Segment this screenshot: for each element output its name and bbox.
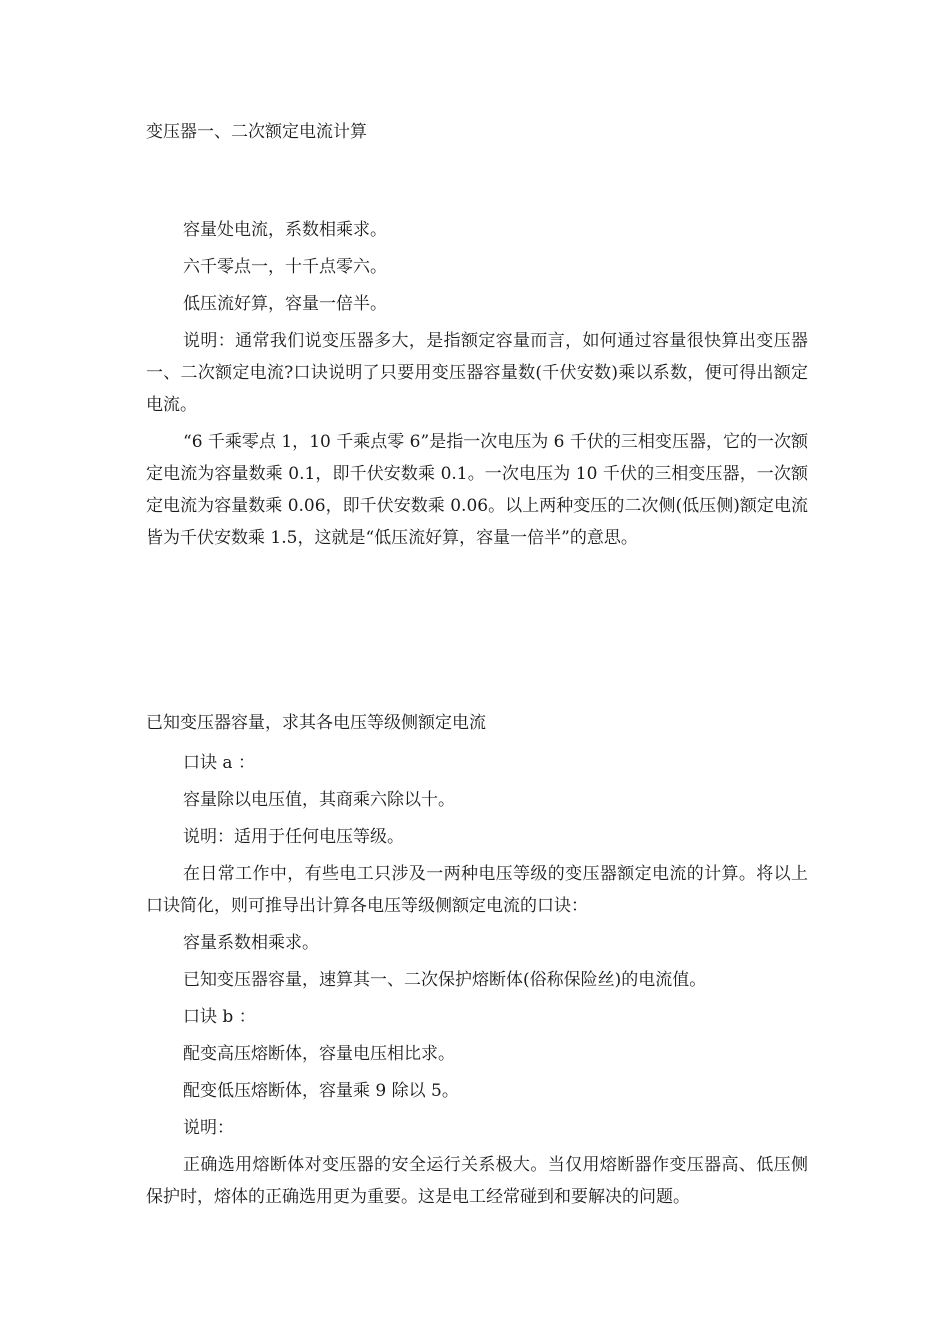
section-body-voltage-level-current xyxy=(146,747,808,1218)
paragraph: 说明：通常我们说变压器多大，是指额定容量而言，如何通过容量很快算出变压器一、二次额定电流?口诀说明了只要用变压器容量数(千伏安数)乘以系数，便可得出额定电流。 xyxy=(146,331,808,415)
section-body-rated-current xyxy=(146,214,808,559)
paragraph: 正确选用熔断体对变压器的安全运行关系极大。当仅用熔断器作变压器高、低压侧保护时，熔体的正确选用更为重要。这是电工经常碰到和要解决的问题。 xyxy=(146,1155,808,1207)
paragraph: 容量除以电压值，其商乘六除以十。 xyxy=(183,790,455,810)
paragraph: 容量系数相乘求。 xyxy=(183,933,319,953)
paragraph: 容量处电流，系数相乘求。 xyxy=(183,220,387,240)
section-heading-voltage-level-current: 已知变压器容量，求其各电压等级侧额定电流 xyxy=(146,713,486,733)
section-heading-rated-current: 变压器一、二次额定电流计算 xyxy=(146,122,367,142)
paragraph: 说明：适用于任何电压等级。 xyxy=(183,827,404,847)
paragraph: 说明： xyxy=(183,1118,234,1138)
paragraph: “6 千乘零点 1，10 千乘点零 6”是指一次电压为 6 千伏的三相变压器，它的一次额定电流为容量数乘 0.1，即千伏安数乘 0.1。一次电压为 10 千伏的三相变压器，一次额定电流为容量数乘 0.06，即千伏安数乘 0.06。以上两种变压的二次侧(低压侧)额定电流皆为千伏安数乘 1.5，这就是“低压流好算，容量一倍半”的意思。 xyxy=(146,432,808,548)
paragraph: 口诀 b ： xyxy=(183,1007,256,1027)
paragraph: 低压流好算，容量一倍半。 xyxy=(183,294,387,314)
paragraph: 六千零点一，十千点零六。 xyxy=(183,257,387,277)
paragraph: 在日常工作中，有些电工只涉及一两种电压等级的变压器额定电流的计算。将以上口诀简化，则可推导出计算各电压等级侧额定电流的口诀： xyxy=(146,864,808,916)
paragraph: 口诀 a ： xyxy=(183,753,255,773)
paragraph: 配变高压熔断体，容量电压相比求。 xyxy=(183,1044,455,1064)
paragraph: 配变低压熔断体，容量乘 9 除以 5。 xyxy=(183,1081,459,1101)
paragraph: 已知变压器容量，速算其一、二次保护熔断体(俗称保险丝)的电流值。 xyxy=(183,970,707,990)
